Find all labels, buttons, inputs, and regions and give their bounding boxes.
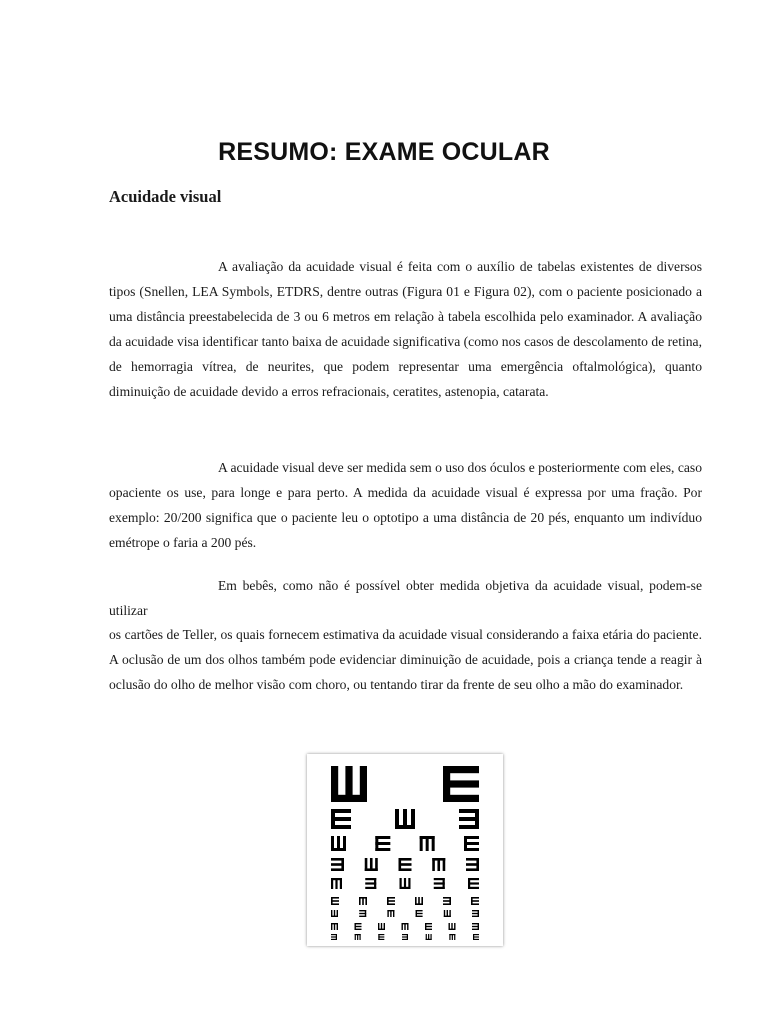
optotype-e-up <box>395 809 415 829</box>
optotype-e-right <box>378 934 384 940</box>
optotype-e-right <box>387 897 395 905</box>
optotype-e-down <box>331 923 338 930</box>
paragraph-3-body <box>109 622 702 697</box>
paragraph-3-intro-text: Em bebês, como não é possível obter medida objetiva da acuidade visual, podem-se utilizar <box>109 578 702 618</box>
optotype-e-left <box>359 910 366 917</box>
optotype-e-down <box>387 910 394 917</box>
optotype-e-down <box>331 878 342 889</box>
tumbling-e-eye-chart <box>307 754 503 946</box>
optotype-e-up <box>331 910 338 917</box>
optotype-e-right <box>464 836 479 851</box>
optotype-e-right <box>399 858 412 871</box>
optotype-e-right <box>331 809 351 829</box>
optotype-e-left <box>472 923 479 930</box>
optotype-e-left <box>466 858 479 871</box>
optotype-e-down <box>402 923 409 930</box>
paragraph-1 <box>109 254 702 404</box>
optotype-e-down <box>355 934 361 940</box>
optotype-e-down <box>432 858 445 871</box>
optotype-e-up <box>426 934 432 940</box>
optotype-e-down <box>420 836 435 851</box>
paragraph-1-text: A avaliação da acuidade visual é feita com o auxílio de tabelas existentes de diversos tipos (Snellen, LEA Symbols, ETDRS, dentre outras (Figura 01 e Figura 02), com o paciente posicionado a uma distância preestabelecida de 3 ou 6 metros em relação à tabela escolhida pelo examinador. A avaliação da acuidade visa identificar tanto baixa de acuidade significativa (como nos casos de descolamento de retina, de hemorragia vítrea, de neurites, que podem representar uma emergência oftalmológica), quanto diminuição de acuidade devido a erros refracionais, ceratites, astenopia, catarata. <box>109 259 702 399</box>
optotype-e-right <box>468 878 479 889</box>
document-title: RESUMO: EXAME OCULAR <box>218 138 550 166</box>
optotype-e-right <box>375 836 390 851</box>
optotype-e-up <box>331 836 346 851</box>
optotype-e-right <box>331 897 339 905</box>
paragraph-2 <box>109 455 702 555</box>
optotype-e-left <box>459 809 479 829</box>
paragraph-3-intro <box>109 573 702 623</box>
optotype-e-left <box>443 897 451 905</box>
optotype-e-up <box>444 910 451 917</box>
optotype-e-down <box>449 934 455 940</box>
optotype-e-up <box>378 923 385 930</box>
optotype-e-up <box>331 766 367 802</box>
paragraph-2-text: A acuidade visual deve ser medida sem o uso dos óculos e posteriormente com eles, caso opaciente os use, para longe e para perto. A medida da acuidade visual é expressa por uma fração. Por exemplo: 20/200 significa que o paciente leu o optotipo a uma distância de 20 pés, enquanto um indivíduo emétrope o faria a 200 pés. <box>109 460 702 550</box>
optotype-e-right <box>425 923 432 930</box>
optotype-e-left <box>365 878 376 889</box>
optotype-e-right <box>443 766 479 802</box>
optotype-e-down <box>359 897 367 905</box>
optotype-e-right <box>355 923 362 930</box>
optotype-e-left <box>434 878 445 889</box>
optotype-e-right <box>471 897 479 905</box>
optotype-e-up <box>449 923 456 930</box>
section-heading: Acuidade visual <box>109 187 222 206</box>
optotype-e-up <box>400 878 411 889</box>
optotype-e-left <box>331 934 337 940</box>
optotype-e-up <box>415 897 423 905</box>
eye-chart-svg <box>307 754 503 946</box>
optotype-e-right <box>416 910 423 917</box>
optotype-e-up <box>365 858 378 871</box>
optotype-e-right <box>473 934 479 940</box>
optotype-e-left <box>402 934 408 940</box>
paragraph-3-body-text: os cartões de Teller, os quais fornecem estimativa da acuidade visual considerando a faixa etária do paciente. A oclusão de um dos olhos também pode evidenciar diminuição de acuidade, pois a criança tende a reagir à oclusão do olho de melhor visão com choro, ou tentando tirar da frente de seu olho a mão do examinador. <box>109 627 702 692</box>
optotype-e-left <box>472 910 479 917</box>
optotype-e-left <box>331 858 344 871</box>
